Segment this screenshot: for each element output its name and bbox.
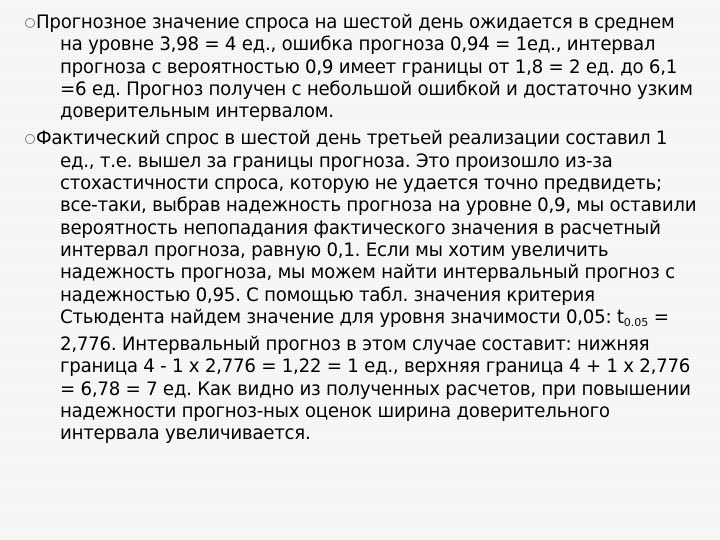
paragraph-1	[10, 12, 702, 123]
paragraph-1-text: Прогнозное значение спроса на шестой день ожидается в среднем на уровне 3,98 = 4 ед., ошибка прогноза 0,94 = 1ед., интервал прогноза с вероятностью 0,9 имеет границы от 1,8 = 2 ед. до 6,1 =6 ед. Прогноз получен с небольшой ошибкой и достаточно узким доверительным интервалом.	[36, 12, 693, 123]
t-subscript: 0.05	[623, 315, 649, 329]
bullet-circle-icon	[25, 134, 35, 144]
paragraph-2-text-before: Фактический спрос в шестой день третьей реализации составил 1 ед., т.е. вышел за границы прогноза. Это произошло из-за стохастичности спроса, которую не удается точно предвидеть; все-таки, выбрав надежность прогноза на уровне 0,9, мы оставили вероятность непопадания фактического значения в расчетный интервал прогноза, равную 0,1. Если мы хотим увеличить надежность прогноза, мы можем найти интервальный прогноз с надежностью 0,95. С помощью табл. значения критерия Стьюдента найдем значение для уровня значимости 0,05: t	[36, 128, 697, 328]
paragraph-2-text-after: = 2,776. Интервальный прогноз в этом случае составит: нижняя граница 4 - 1 х 2,776 = 1,22 = 1 ед., верхняя граница 4 + 1 х 2,776 = 6,78 = 7 ед. Как видно из полученных расчетов, при повышении надежности прогноз-ных оценок ширина доверительного интервала увеличивается.	[60, 306, 691, 445]
paragraph-2	[10, 128, 702, 445]
bullet-circle-icon	[25, 18, 35, 28]
